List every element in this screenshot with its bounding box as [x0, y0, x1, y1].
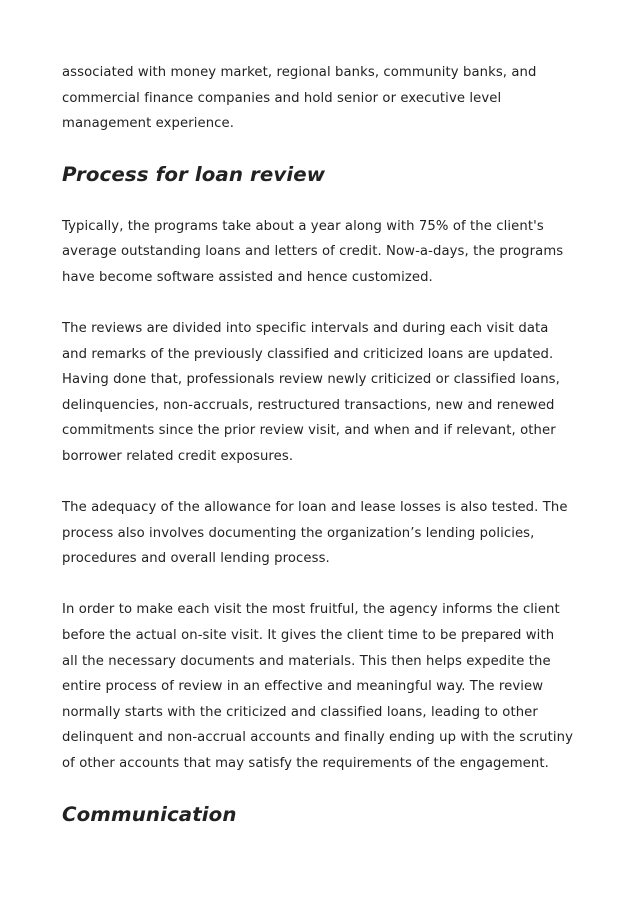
- text-line: delinquencies, non-accruals, restructured transactions, new and renewed: [62, 397, 555, 413]
- text-line: process also involves documenting the organization’s lending policies,: [62, 525, 535, 541]
- text-line: commitments since the prior review visit, and when and if relevant, other: [62, 423, 556, 439]
- text-line: associated with money market, regional banks, community banks, and: [62, 65, 537, 80]
- text-line: of other accounts that may satisfy the requirements of the engagement.: [62, 756, 549, 772]
- paragraph-program-duration: [62, 214, 582, 291]
- text-line: before the actual on-site visit. It gives the client time to be prepared with: [62, 628, 555, 644]
- text-line: and remarks of the previously classified and criticized loans are updated.: [62, 346, 554, 362]
- paragraph-spacer: [62, 137, 582, 163]
- text-line: The reviews are divided into specific intervals and during each visit data: [62, 320, 549, 336]
- text-line: Typically, the programs take about a year along with 75% of the client's: [62, 218, 544, 234]
- heading-text: Communication: [62, 803, 237, 827]
- text-line: borrower related credit exposures.: [62, 448, 294, 464]
- heading-text: Process for loan review: [62, 163, 326, 187]
- text-line: The adequacy of the allowance for loan and lease losses is also tested. The: [62, 500, 568, 516]
- text-line: all the necessary documents and materials. This then helps expedite the: [62, 653, 551, 669]
- paragraph-review-intervals: [62, 316, 582, 470]
- section-heading-process-for-loan-review: [62, 162, 582, 188]
- text-line: normally starts with the criticized and classified loans, leading to other: [62, 704, 538, 720]
- section-heading-communication: [62, 802, 582, 828]
- paragraph-spacer: [62, 470, 582, 496]
- paragraph-spacer: [62, 777, 582, 803]
- text-line: Having done that, professionals review newly criticized or classified loans,: [62, 372, 560, 388]
- text-line: procedures and overall lending process.: [62, 551, 330, 567]
- paragraph-spacer: [62, 290, 582, 316]
- text-line: management experience.: [62, 116, 235, 132]
- paragraph-allowance-adequacy: [62, 495, 582, 572]
- text-line: entire process of review in an effective and meaningful way. The review: [62, 679, 544, 695]
- paragraph-visit-process: [62, 597, 582, 776]
- text-line: delinquent and non-accrual accounts and finally ending up with the scrutiny: [62, 730, 574, 746]
- paragraph-intro-continuation: [62, 60, 582, 137]
- text-line: commercial finance companies and hold senior or executive level: [62, 90, 502, 106]
- text-line: have become software assisted and hence customized.: [62, 269, 433, 285]
- text-line: In order to make each visit the most fruitful, the agency informs the client: [62, 602, 560, 618]
- text-line: average outstanding loans and letters of credit. Now-a-days, the programs: [62, 244, 564, 260]
- document-page: [62, 60, 582, 828]
- paragraph-spacer: [62, 572, 582, 598]
- paragraph-spacer: [62, 188, 582, 214]
